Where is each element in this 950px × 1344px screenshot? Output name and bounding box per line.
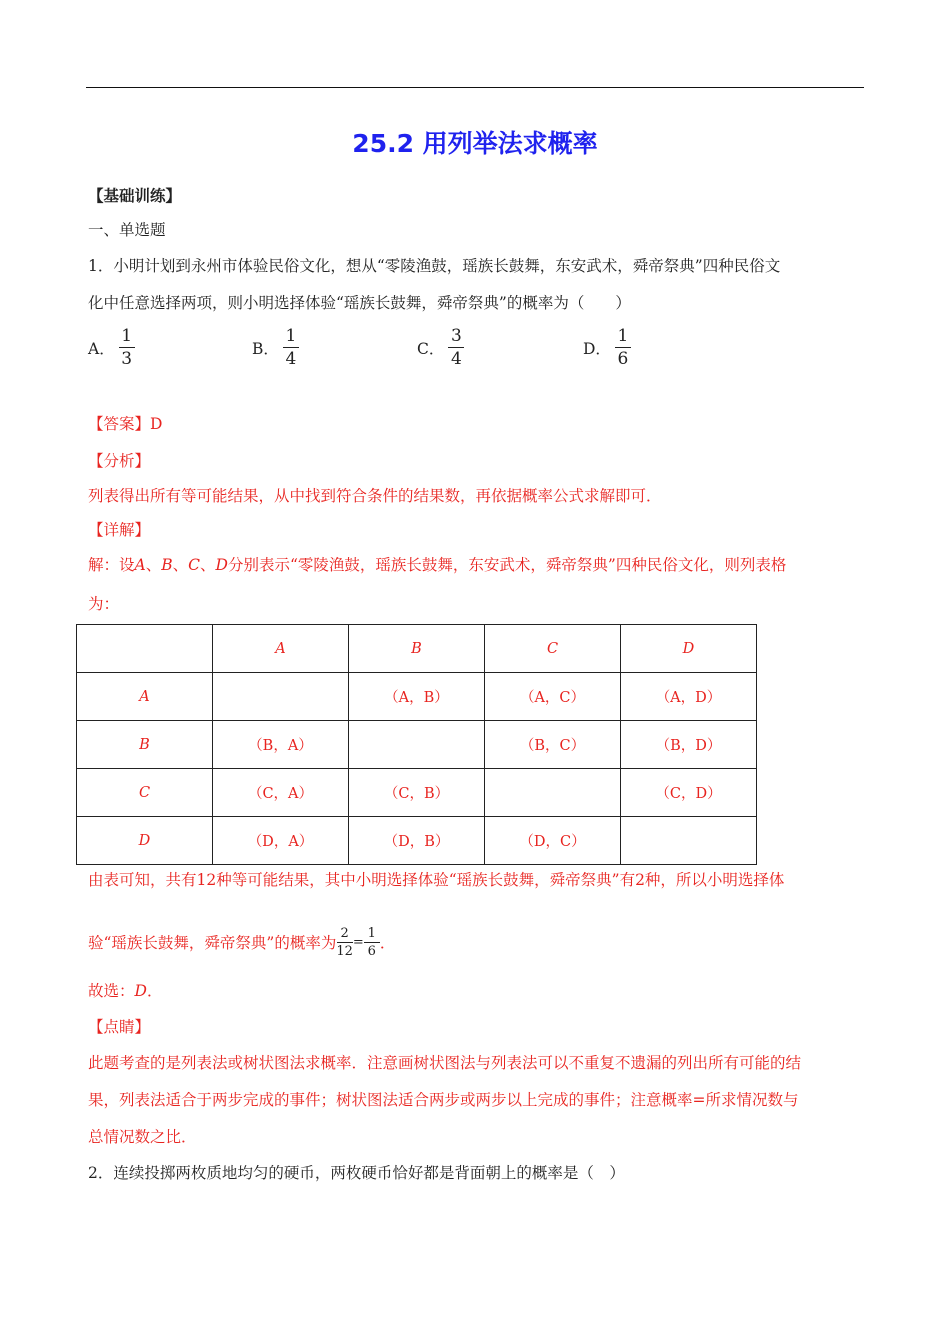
option-c [417, 326, 464, 369]
comment-line3: 总情况数之比． [88, 1128, 197, 1146]
option-d [583, 326, 631, 369]
table-cell: （D，A） [213, 817, 349, 865]
conclusion-line2: 验“瑶族长鼓舞，舜帝祭典”的概率为 2 12 = 1 6 ． [88, 926, 396, 959]
table-cell [349, 721, 485, 769]
page-title: 25.2 用列举法求概率 [352, 129, 598, 158]
table-row [77, 769, 757, 817]
table-row-header: A [77, 673, 213, 721]
table-cell: （D，C） [485, 817, 621, 865]
option-label: B． [252, 339, 279, 358]
table-cell: （C，B） [349, 769, 485, 817]
table-row-header: B [77, 721, 213, 769]
table-header-cell: D [621, 625, 757, 673]
section-tag: 【基础训练】 [88, 186, 182, 205]
subsection-title: 一、单选题 [88, 221, 166, 239]
detail-line2: 为： [88, 595, 120, 613]
table-cell: （B，D） [621, 721, 757, 769]
answer-line: 【答案】D [88, 415, 163, 433]
table-cell [213, 673, 349, 721]
table-cell: （B，A） [213, 721, 349, 769]
comment-tag: 【点睛】 [88, 1018, 151, 1036]
header-rule [86, 87, 864, 88]
table-row-header: D [77, 817, 213, 865]
option-b [252, 326, 299, 369]
comment-line1: 此题考查的是列表法或树状图法求概率．注意画树状图法与列表法可以不重复不遗漏的列出所有可能的结 [88, 1054, 802, 1072]
option-fraction: $\frac{1}{3}$ [119, 326, 135, 369]
table-cell: （A，B） [349, 673, 485, 721]
option-fraction: $\frac{1}{6}$ [615, 326, 631, 369]
table-row [77, 721, 757, 769]
option-fraction: $\frac{3}{4}$ [448, 326, 464, 369]
table-cell: （C，A） [213, 769, 349, 817]
outcome-table [76, 624, 757, 865]
detail-line1: 解：设A、B、C、D分别表示“零陵渔鼓，瑶族长鼓舞，东安武术，舜帝祭典”四种民俗文化，则列表格 [88, 556, 787, 574]
table-cell: （A，D） [621, 673, 757, 721]
conclusion-line1: 由表可知，共有12种等可能结果，其中小明选择体验“瑶族长鼓舞，舜帝祭典”有2种，所以小明选择体 [88, 871, 785, 889]
option-label: A． [88, 339, 115, 358]
table-row [77, 817, 757, 865]
question-1-line2: 化中任意选择两项，则小明选择体验“瑶族长鼓舞，舜帝祭典”的概率为（ ） [88, 294, 631, 312]
table-row [77, 673, 757, 721]
option-label: D． [583, 339, 611, 358]
table-cell [621, 817, 757, 865]
choose-line: 故选：D． [88, 982, 163, 1000]
table-cell [77, 625, 213, 673]
option-a [88, 326, 135, 369]
analysis-tag: 【分析】 [88, 452, 151, 470]
table-row-header: C [77, 769, 213, 817]
comment-line2: 果，列表法适合于两步完成的事件；树状图法适合两步或两步以上完成的事件；注意概率=所求情况数与 [88, 1091, 799, 1109]
table-header-cell: A [213, 625, 349, 673]
table-header-cell: C [485, 625, 621, 673]
question-2: 2．连续投掷两枚质地均匀的硬币，两枚硬币恰好都是背面朝上的概率是（ ） [88, 1164, 625, 1182]
table-cell: （A，C） [485, 673, 621, 721]
table-cell: （D，B） [349, 817, 485, 865]
option-fraction: $\frac{1}{4}$ [283, 326, 299, 369]
fraction-2-12: 2 12 [336, 926, 353, 959]
table-header-cell: B [349, 625, 485, 673]
table-cell: （B，C） [485, 721, 621, 769]
table-cell [485, 769, 621, 817]
option-label: C． [417, 339, 445, 358]
table-cell: （C，D） [621, 769, 757, 817]
detail-tag: 【详解】 [88, 521, 151, 539]
fraction-1-6: 1 6 [364, 926, 380, 959]
table-header-row [77, 625, 757, 673]
question-1-line1: 1．小明计划到永州市体验民俗文化，想从“零陵渔鼓，瑶族长鼓舞，东安武术，舜帝祭典”四种民俗文 [88, 257, 781, 275]
analysis-text: 列表得出所有等可能结果，从中找到符合条件的结果数，再依据概率公式求解即可． [88, 487, 662, 505]
